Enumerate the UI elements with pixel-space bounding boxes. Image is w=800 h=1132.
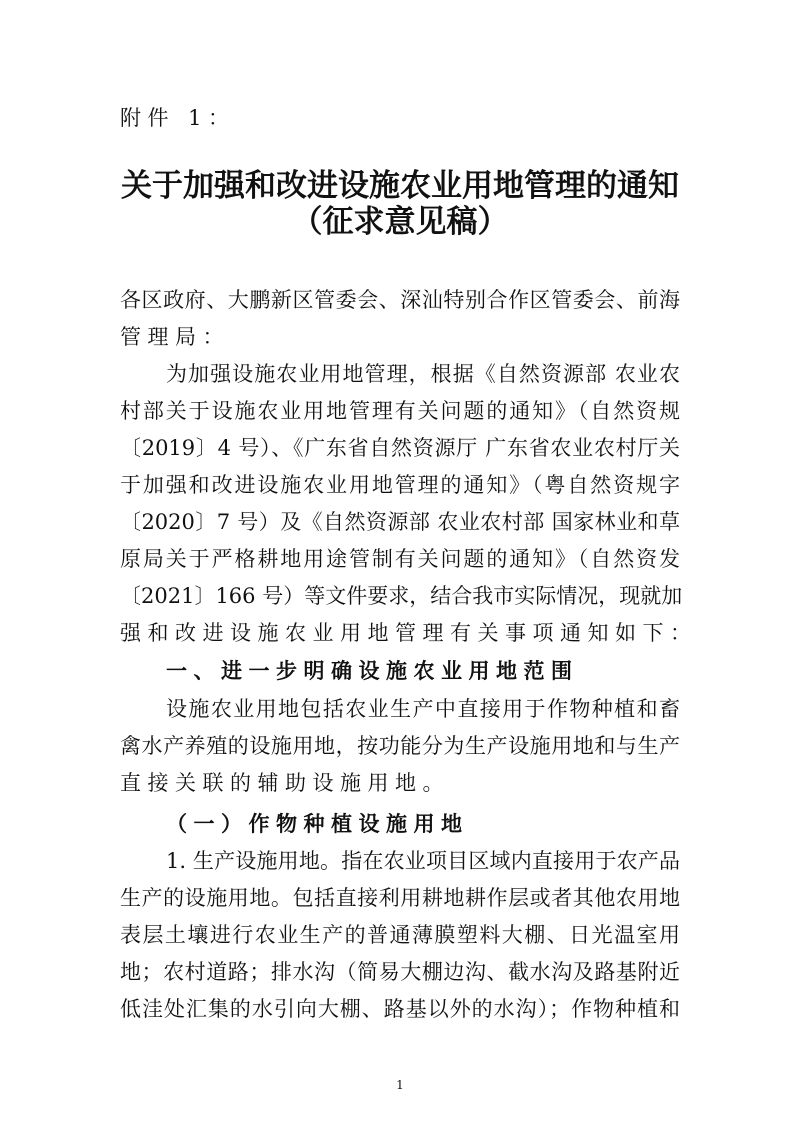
body-line: 禽水产养殖的设施用地，按功能分为生产设施用地和与生产 (120, 734, 680, 758)
body-line: 直接关联的辅助设施用地。 (120, 771, 450, 795)
body-line: 于加强和改进设施农业用地管理的通知》（粤自然资规字 (120, 473, 680, 497)
addressee-line: 管理局： (120, 325, 230, 349)
subsection-heading: （一）作物种植设施用地 (166, 811, 469, 836)
body-line: 〔2019〕4 号）、《广东省自然资源厅 广东省农业农村厅关 (120, 436, 680, 460)
attachment-label: 附件 1： (120, 106, 236, 130)
body-line: 村部关于设施农业用地管理有关问题的通知》（自然资规 (120, 399, 680, 423)
document-title: 关于加强和改进设施农业用地管理的通知 (121, 168, 679, 204)
addressee-line: 各区政府、大鹏新区管委会、深汕特别合作区管委会、前海 (120, 288, 680, 312)
body-line: 生产的设施用地。包括直接利用耕地耕作层或者其他农用地 (120, 886, 680, 910)
body-line: 〔2020〕7 号）及《自然资源部 农业农村部 国家林业和草 (120, 510, 680, 534)
body-line: 为加强设施农业用地管理，根据《自然资源部 农业农 (166, 362, 680, 386)
document-subtitle: （征求意见稿） (291, 204, 509, 240)
body-line: 表层土壤进行农业生产的普通薄膜塑料大棚、日光温室用 (120, 923, 680, 947)
page-number: 1 (396, 1078, 404, 1092)
body-line: 1. 生产设施用地。指在农业项目区域内直接用于农产品 (166, 849, 680, 873)
body-line: 地；农村道路；排水沟（简易大棚边沟、截水沟及路基附近 (120, 960, 680, 984)
body-line: 低洼处汇集的水引向大棚、路基以外的水沟）；作物种植和 (120, 997, 680, 1021)
body-line: 原局关于严格耕地用途管制有关问题的通知》（自然资发 (120, 547, 680, 571)
body-line: 〔2021〕166 号）等文件要求，结合我市实际情况，现就加 (120, 584, 683, 608)
body-line: 设施农业用地包括农业生产中直接用于作物种植和畜 (166, 697, 680, 721)
body-line: 强和改进设施农业用地管理有关事项通知如下： (120, 621, 698, 645)
section-heading: 一、进一步明确设施农业用地范围 (166, 658, 579, 683)
